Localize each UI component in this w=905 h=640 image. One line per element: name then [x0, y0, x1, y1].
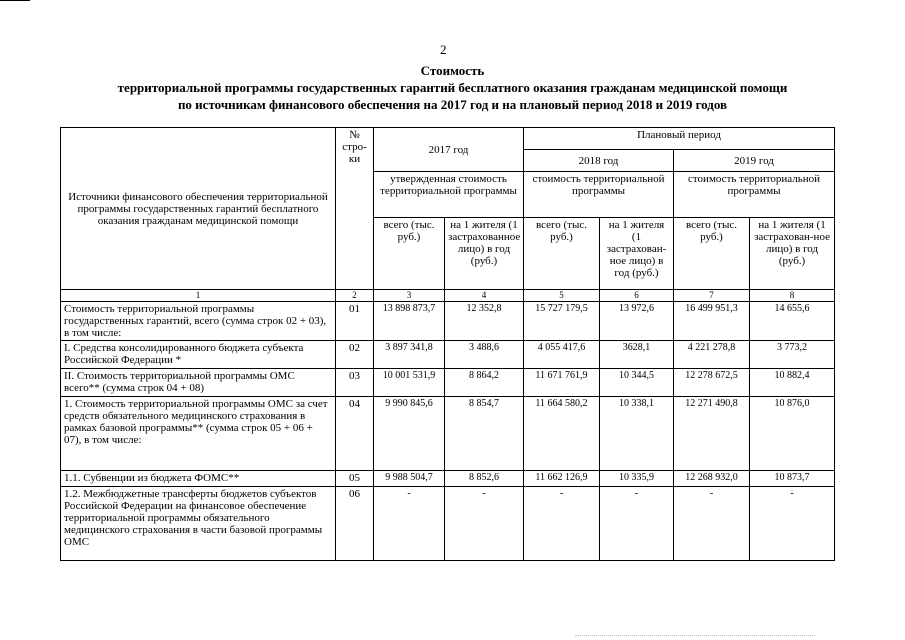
header-year-2018: 2018 год — [524, 150, 674, 172]
value-cell: 10 001 531,9 — [374, 369, 445, 397]
document-subtitle-line-2: по источникам финансового обеспечения на 2017 год и на плановый период 2018 и 2019 годов — [177, 97, 728, 112]
table-row — [61, 341, 835, 369]
page-number: 2 — [440, 42, 447, 57]
value-cell: 14 655,6 — [750, 302, 835, 341]
source-cell: Стоимость территориальной программы государственных гарантий, всего (сумма строк 02 + 03), в том числе: — [61, 302, 336, 341]
value-cell: 8 852,6 — [445, 471, 524, 487]
header-row-number: № стро-ки — [336, 128, 374, 290]
value-cell: 12 268 932,0 — [674, 471, 750, 487]
column-index: 8 — [750, 290, 835, 302]
value-cell: 16 499 951,3 — [674, 302, 750, 341]
header-total-2019: всего (тыс. руб.) — [674, 218, 750, 290]
value-cell: 4 221 278,8 — [674, 341, 750, 369]
column-index: 6 — [600, 290, 674, 302]
value-cell: - — [750, 487, 835, 561]
row-number-cell: 01 — [336, 302, 374, 341]
table-row — [61, 302, 835, 341]
header-total-2018: всего (тыс. руб.) — [524, 218, 600, 290]
value-cell: - — [674, 487, 750, 561]
value-cell: 8 864,2 — [445, 369, 524, 397]
table-row — [61, 369, 835, 397]
column-index: 7 — [674, 290, 750, 302]
value-cell: - — [374, 487, 445, 561]
bottom-rule — [575, 635, 815, 636]
value-cell: 11 671 761,9 — [524, 369, 600, 397]
source-cell: 1.2. Межбюджетные трансферты бюджетов субъектов Российской Федерации на финансовое обеспечение территориальной программы обязательного медицинского страхования в части базовой программы ОМС — [61, 487, 336, 561]
column-index: 3 — [374, 290, 445, 302]
header-planned-period: Плановый период — [524, 128, 835, 150]
value-cell: 10 882,4 — [750, 369, 835, 397]
value-cell: 15 727 179,5 — [524, 302, 600, 341]
value-cell: 3 897 341,8 — [374, 341, 445, 369]
value-cell: 3 488,6 — [445, 341, 524, 369]
table-row — [61, 397, 835, 471]
value-cell: 12 278 672,5 — [674, 369, 750, 397]
header-sources: Источники финансового обеспечения территориальной программы государственных гарантий бесплатного оказания гражданам медицинской помощи — [61, 128, 336, 290]
value-cell: 3 773,2 — [750, 341, 835, 369]
column-index: 4 — [445, 290, 524, 302]
header-per-capita-2019: на 1 жителя (1 застрахован-ное лицо) в год (руб.) — [750, 218, 835, 290]
value-cell: - — [445, 487, 524, 561]
row-number-cell: 04 — [336, 397, 374, 471]
source-cell: I. Средства консолидированного бюджета субъекта Российской Федерации * — [61, 341, 336, 369]
value-cell: 4 055 417,6 — [524, 341, 600, 369]
value-cell: 12 271 490,8 — [674, 397, 750, 471]
row-number-cell: 02 — [336, 341, 374, 369]
value-cell: - — [600, 487, 674, 561]
column-index: 2 — [336, 290, 374, 302]
row-number-cell: 03 — [336, 369, 374, 397]
header-program-cost-2019: стоимость территориальной программы — [674, 172, 835, 218]
corner-rule — [0, 0, 30, 1]
value-cell: 11 664 580,2 — [524, 397, 600, 471]
header-per-capita-2017: на 1 жителя (1 застрахованное лицо) в год (руб.) — [445, 218, 524, 290]
header-approved-cost: утвержденная стоимость территориальной программы — [374, 172, 524, 218]
header-year-2017: 2017 год — [374, 128, 524, 172]
value-cell: 8 854,7 — [445, 397, 524, 471]
value-cell: 13 972,6 — [600, 302, 674, 341]
document-title: Стоимость — [420, 63, 485, 78]
column-index: 1 — [61, 290, 336, 302]
value-cell: 12 352,8 — [445, 302, 524, 341]
row-number-cell: 05 — [336, 471, 374, 487]
value-cell: 10 873,7 — [750, 471, 835, 487]
header-total-2017: всего (тыс. руб.) — [374, 218, 445, 290]
header-year-2019: 2019 год — [674, 150, 835, 172]
value-cell: 10 335,9 — [600, 471, 674, 487]
value-cell: 10 344,5 — [600, 369, 674, 397]
row-number-cell: 06 — [336, 487, 374, 561]
value-cell: - — [524, 487, 600, 561]
value-cell: 11 662 126,9 — [524, 471, 600, 487]
table-row — [61, 487, 835, 561]
header-program-cost-2018: стоимость территориальной программы — [524, 172, 674, 218]
value-cell: 9 990 845,6 — [374, 397, 445, 471]
value-cell: 10 876,0 — [750, 397, 835, 471]
header-per-capita-2018: на 1 жителя (1 застрахован-ное лицо) в год (руб.) — [600, 218, 674, 290]
cost-table — [60, 127, 835, 561]
source-cell: 1.1. Субвенции из бюджета ФОМС** — [61, 471, 336, 487]
value-cell: 10 338,1 — [600, 397, 674, 471]
table-row — [61, 471, 835, 487]
value-cell: 3628,1 — [600, 341, 674, 369]
source-cell: II. Стоимость территориальной программы ОМС всего** (сумма строк 04 + 08) — [61, 369, 336, 397]
value-cell: 9 988 504,7 — [374, 471, 445, 487]
value-cell: 13 898 873,7 — [374, 302, 445, 341]
document-subtitle-line-1: территориальной программы государственных гарантий бесплатного оказания гражданам медицинской помощи — [117, 80, 788, 95]
source-cell: 1. Стоимость территориальной программы ОМС за счет средств обязательного медицинского страхования в рамках базовой программы** (сумма строк 05 + 06 + 07), в том числе: — [61, 397, 336, 471]
column-index: 5 — [524, 290, 600, 302]
